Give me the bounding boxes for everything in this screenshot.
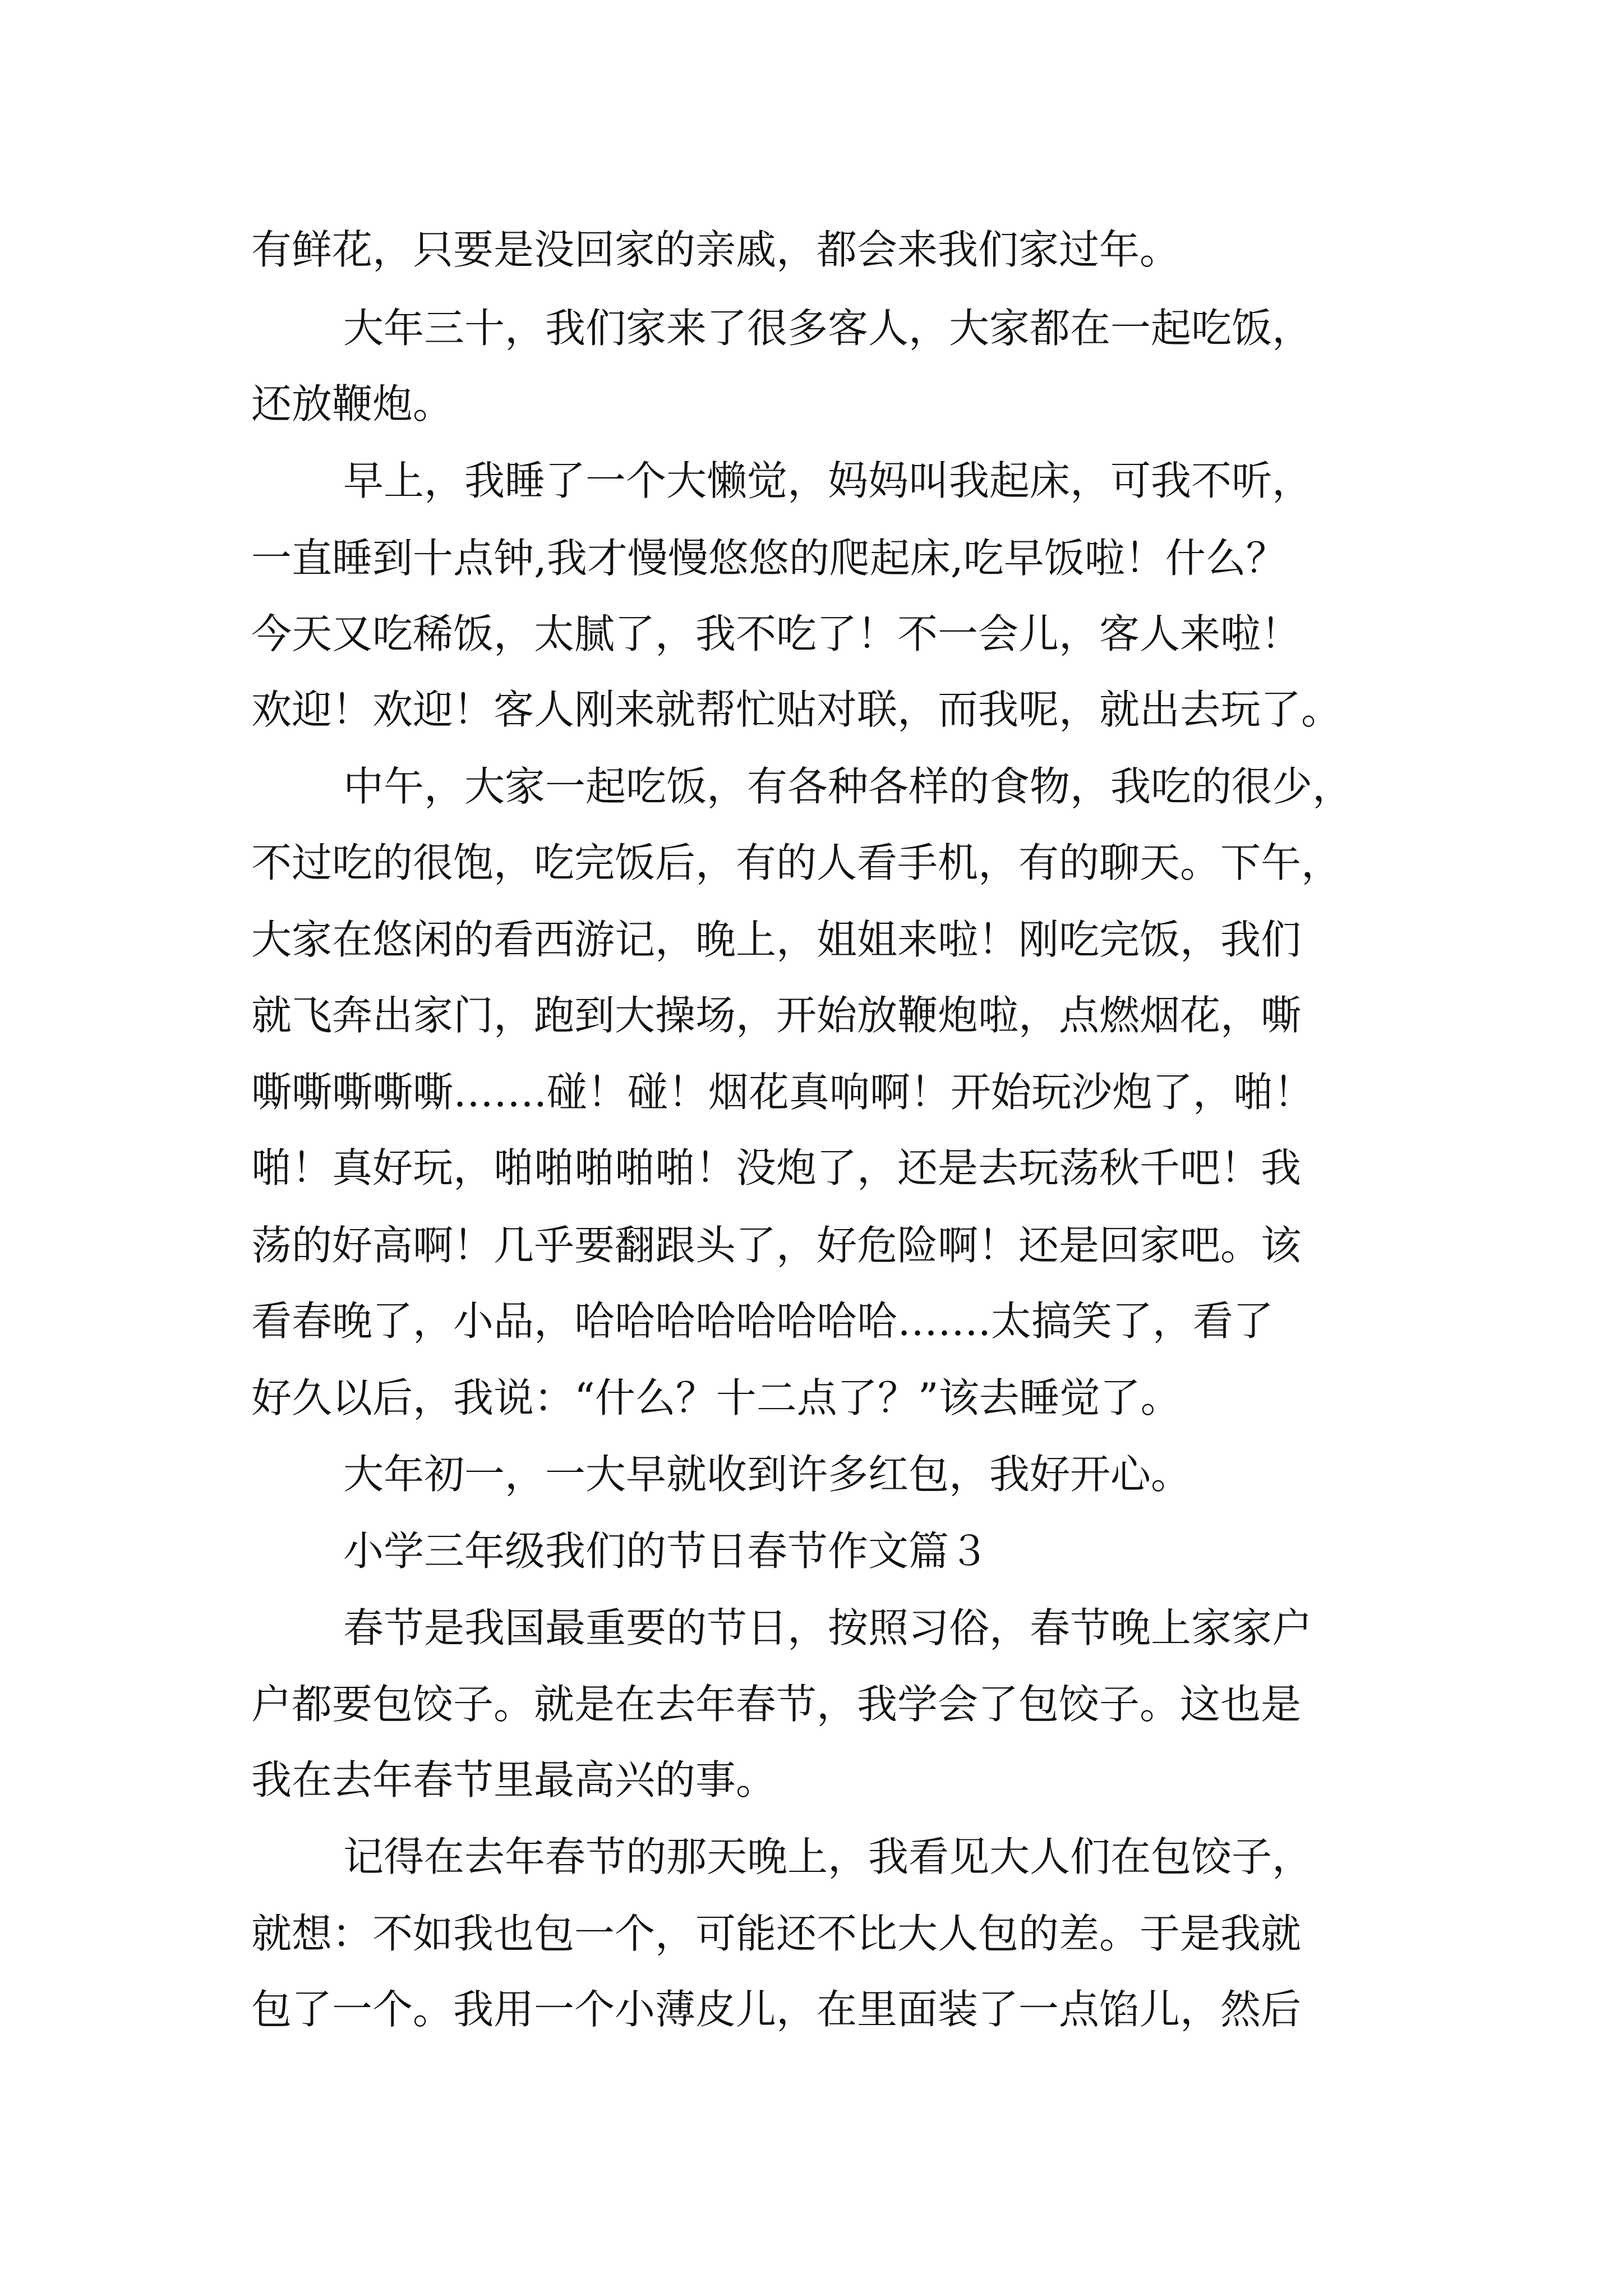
- text-line: 大家在悠闲的看西游记，晚上，姐姐来啦！刚吃完饭，我们: [251, 916, 1302, 963]
- text-line: 就飞奔出家门，跑到大操场，开始放鞭炮啦，点燃烟花，嘶: [251, 992, 1302, 1039]
- text-line: 啪！真好玩，啪啪啪啪啪！没炮了，还是去玩荡秋千吧！我: [251, 1144, 1302, 1191]
- text-line: 春节是我国最重要的节日，按照习俗，春节晚上家家户: [343, 1604, 1313, 1651]
- text-line: 记得在去年春节的那天晚上，我看见大人们在包饺子，: [343, 1833, 1313, 1880]
- text-line: 今天又吃稀饭，太腻了，我不吃了！不一会儿，客人来啦！: [251, 610, 1302, 657]
- text-line: 还放鞭炮。: [251, 380, 454, 427]
- text-line: 看春晚了，小品，哈哈哈哈哈哈哈哈…….太搞笑了，看了: [251, 1297, 1274, 1345]
- text-line: 大年初一，一大早就收到许多红包，我好开心。: [343, 1451, 1192, 1498]
- text-line: 荡的好高啊！几乎要翻跟头了，好危险啊！还是回家吧。该: [251, 1222, 1302, 1269]
- text-line: 欢迎！欢迎！客人刚来就帮忙贴对联，而我呢，就出去玩了。: [251, 686, 1342, 733]
- text-line: 早上，我睡了一个大懒觉，妈妈叫我起床，可我不听，: [343, 457, 1313, 504]
- text-line: 一直睡到十点钟,我才慢慢悠悠的爬起床,吃早饭啦！什么？: [251, 535, 1287, 582]
- text-line: 大年三十，我们家来了很多客人，大家都在一起吃饭，: [343, 305, 1313, 352]
- text-line: 我在去年春节里最高兴的事。: [251, 1756, 777, 1803]
- text-line: 包了一个。我用一个小薄皮儿，在里面装了一点馅儿，然后: [251, 1986, 1302, 2033]
- text-line: 嘶嘶嘶嘶嘶…….碰！碰！烟花真响啊！开始玩沙炮了，啪！: [251, 1069, 1314, 1116]
- text-line: 户都要包饺子。就是在去年春节，我学会了包饺子。这也是: [251, 1681, 1302, 1728]
- text-line: 好久以后，我说：“什么？十二点了？”该去睡觉了。: [251, 1374, 1181, 1421]
- text-line: 有鲜花，只要是没回家的亲戚，都会来我们家过年。: [251, 226, 1181, 273]
- section-heading: 小学三年级我们的节日春节作文篇３: [343, 1527, 990, 1575]
- text-line: 不过吃的很饱，吃完饭后，有的人看手机，有的聊天。下午，: [251, 839, 1342, 886]
- text-line: 中午，大家一起吃饭，有各种各样的食物，我吃的很少，: [343, 763, 1353, 810]
- text-line: 就想：不如我也包一个，可能还不比大人包的差。于是我就: [251, 1910, 1302, 1957]
